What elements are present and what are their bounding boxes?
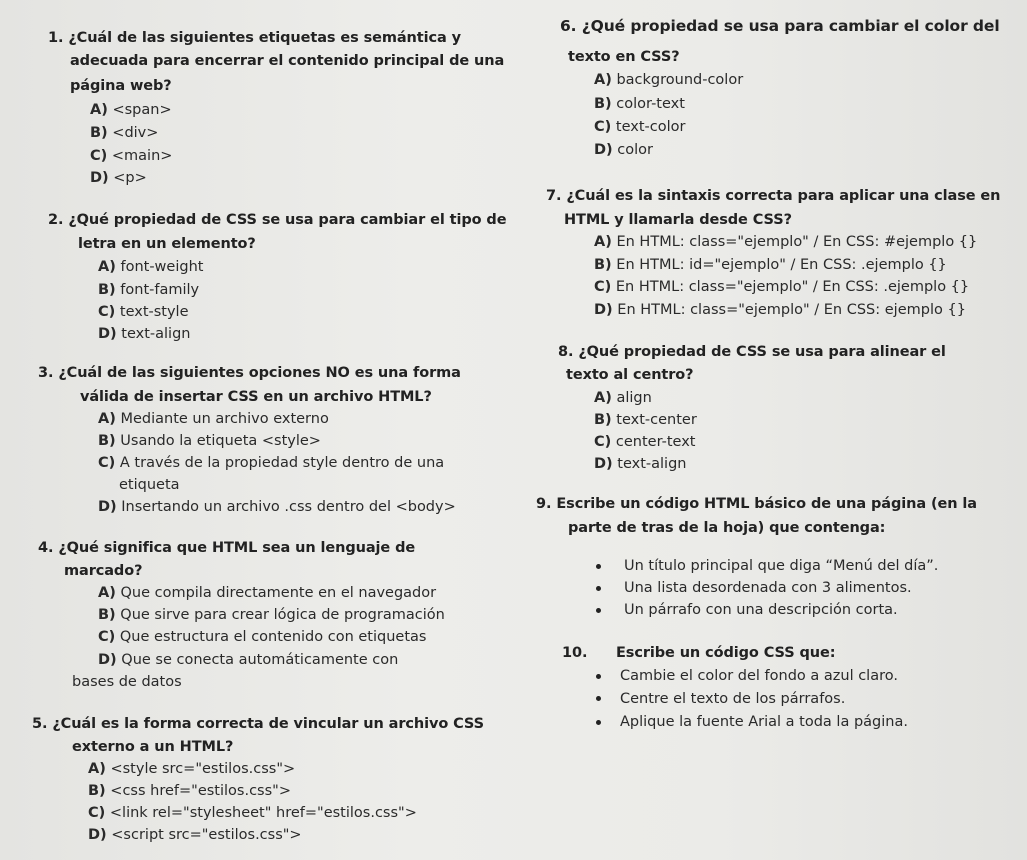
bullet-icon	[596, 696, 601, 701]
q4-option-d: D) Que se conecta automáticamente con	[98, 652, 399, 668]
q5-option-c: C) <link rel="stylesheet" href="estilos.css">	[88, 805, 417, 821]
q6-option-b: B) color-text	[594, 96, 685, 112]
q6-option-d: D) color	[594, 142, 653, 158]
bullet-icon	[596, 720, 601, 725]
q3-option-b: B) Usando la etiqueta <style>	[98, 433, 321, 449]
q10-bullet-3: Aplique la fuente Arial a toda la página.	[620, 714, 908, 730]
q3-option-d: D) Insertando un archivo .css dentro del <body>	[98, 499, 456, 515]
q4-option-a: A) Que compila directamente en el navegador	[98, 585, 437, 601]
q8-option-c: C) center-text	[594, 434, 696, 450]
q7-option-b: B) En HTML: id="ejemplo" / En CSS: .ejemplo {}	[594, 257, 947, 273]
q2-option-d: D) text-align	[98, 326, 191, 342]
bullet-icon	[596, 586, 601, 591]
q8-line-1: 8. ¿Qué propiedad de CSS se usa para alinear el	[558, 344, 946, 360]
bullet-icon	[596, 608, 601, 613]
q4-option-d-cont: bases de datos	[72, 674, 182, 690]
q5-option-b: B) <css href="estilos.css">	[88, 783, 291, 799]
q6-line-1: 6. ¿Qué propiedad se usa para cambiar el color del	[560, 17, 1000, 35]
q6-option-a: A) background-color	[594, 72, 744, 88]
q2-option-c: C) text-style	[98, 304, 189, 320]
q7-option-a: A) En HTML: class="ejemplo" / En CSS: #ejemplo {}	[594, 234, 978, 250]
q3-option-c: C) A través de la propiedad style dentro de una	[98, 455, 445, 471]
q8-line-2: texto al centro?	[566, 367, 694, 383]
q5-line-1: 5. ¿Cuál es la forma correcta de vincular un archivo CSS	[32, 716, 484, 732]
q10-bullet-2: Centre el texto de los párrafos.	[620, 691, 846, 707]
q3-option-a: A) Mediante un archivo externo	[98, 411, 329, 427]
q7-option-d: D) En HTML: class="ejemplo" / En CSS: ejemplo {}	[594, 302, 966, 318]
q3-line-2: válida de insertar CSS en un archivo HTML?	[80, 389, 432, 405]
q4-option-c: C) Que estructura el contenido con etiquetas	[98, 629, 427, 645]
q6-line-2: texto en CSS?	[568, 49, 680, 65]
q2-option-a: A) font-weight	[98, 259, 204, 275]
q1-option-b: B) <div>	[90, 125, 159, 141]
q5-option-d: D) <script src="estilos.css">	[88, 827, 302, 843]
q9-line-1: 9. Escribe un código HTML básico de una página (en la	[536, 496, 977, 512]
q1-line-2: adecuada para encerrar el contenido principal de una	[70, 53, 505, 69]
q10-number: 10.	[562, 645, 588, 661]
q5-line-2: externo a un HTML?	[72, 739, 234, 755]
q8-option-a: A) align	[594, 390, 652, 406]
q4-line-1: 4. ¿Qué significa que HTML sea un lenguaje de	[38, 540, 416, 556]
q1-line-3: página web?	[70, 78, 172, 94]
q1-line-1: 1. ¿Cuál de las siguientes etiquetas es semántica y	[48, 30, 461, 46]
q4-line-2: marcado?	[64, 563, 143, 579]
q10-title: Escribe un código CSS que:	[616, 645, 836, 661]
q9-bullet-1: Un título principal que diga “Menú del día”.	[624, 558, 939, 574]
q7-option-c: C) En HTML: class="ejemplo" / En CSS: .ejemplo {}	[594, 279, 970, 295]
q4-option-b: B) Que sirve para crear lógica de programación	[98, 607, 445, 623]
q1-option-d: D) <p>	[90, 170, 147, 186]
q5-option-a: A) <style src="estilos.css">	[88, 761, 296, 777]
q7-line-1: 7. ¿Cuál es la sintaxis correcta para aplicar una clase en	[546, 188, 1001, 204]
q7-line-2: HTML y llamarla desde CSS?	[564, 212, 792, 228]
q8-option-d: D) text-align	[594, 456, 687, 472]
bullet-icon	[596, 564, 601, 569]
q3-option-c-cont: etiqueta	[119, 477, 180, 493]
q2-option-b: B) font-family	[98, 282, 200, 298]
q9-bullet-3: Un párrafo con una descripción corta.	[624, 602, 898, 618]
bullet-icon	[596, 674, 601, 679]
q3-line-1: 3. ¿Cuál de las siguientes opciones NO es una forma	[38, 365, 461, 381]
q8-option-b: B) text-center	[594, 412, 697, 428]
q2-line-1: 2. ¿Qué propiedad de CSS se usa para cambiar el tipo de	[48, 212, 507, 228]
q1-option-c: C) <main>	[90, 148, 173, 164]
q9-bullet-2: Una lista desordenada con 3 alimentos.	[624, 580, 912, 596]
q10-bullet-1: Cambie el color del fondo a azul claro.	[620, 668, 898, 684]
q9-line-2: parte de tras de la hoja) que contenga:	[568, 520, 886, 536]
q2-line-2: letra en un elemento?	[78, 236, 256, 252]
q1-option-a: A) <span>	[90, 102, 172, 118]
q6-option-c: C) text-color	[594, 119, 686, 135]
